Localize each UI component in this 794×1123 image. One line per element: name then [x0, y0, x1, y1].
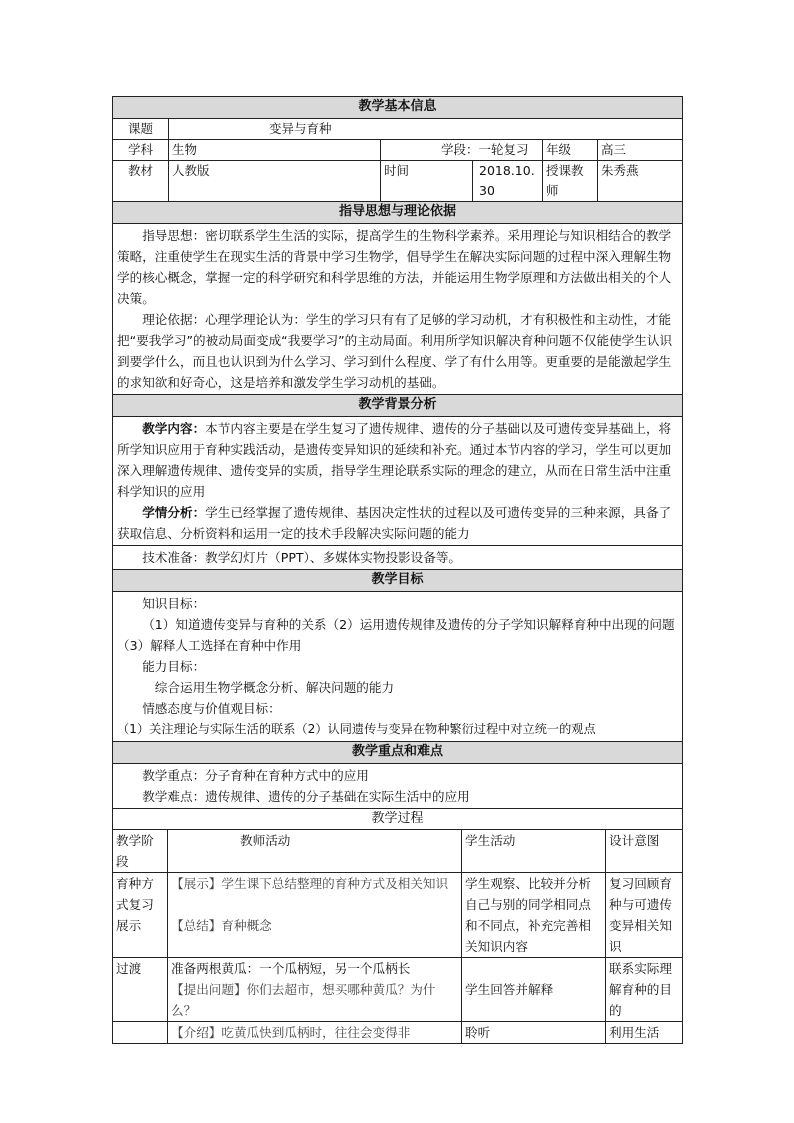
student-analysis-text: 学生已经掌握了遗传规律、基因决定性状的过程以及可遗传变异的三种来源，具备了获取信息、分析资料和运用一定的技术手段解决实际问题的能力 [117, 505, 672, 541]
col-student-header: 学生活动 [462, 830, 606, 873]
row1-stage: 育种方式复习展示 [113, 873, 168, 958]
textbook-value: 人教版 [169, 161, 381, 202]
row1-teacher-text1: 学生课下总结整理的育种方式及相关知识 [221, 876, 449, 891]
guiding-content [113, 224, 683, 395]
tech-label: 技术准备： [142, 550, 206, 565]
lesson-plan [112, 96, 682, 1044]
knowledge-label: 知识目标： [142, 596, 206, 611]
time-label: 时间 [381, 161, 473, 202]
row3-tag-intro: 【介绍】 [171, 1025, 222, 1040]
teacher-value: 朱秀燕 [598, 161, 683, 202]
ability-text: 综合运用生物学概念分析、解决问题的能力 [154, 680, 395, 695]
row3-teacher [168, 1022, 462, 1044]
goals-content [113, 592, 683, 742]
focus-label: 教学重点： [142, 768, 206, 783]
row1-tag-summary: 【总结】 [171, 918, 222, 933]
textbook-label: 教材 [113, 161, 169, 202]
row2-teacher-text2: 你们去超市，想买哪种黄瓜？为什么？ [171, 982, 436, 1018]
subject-value: 生物 [169, 140, 381, 161]
guiding-para1-text: 密切联系学生生活的实际，提高学生的生物科学素养。采用理论与知识相结合的教学策略，注重使学生在现实生活的背景中学习生物学，倡导学生在解决实际问题的过程中深入理解生物学的核心概念，掌握一定的科学研究和科学思维的方法，并能运用生物学原理和方法做出相关的个人决策。 [117, 228, 672, 306]
student-analysis-label: 学情分析： [142, 505, 206, 520]
grade-label: 年级 [543, 140, 598, 161]
topic-label: 课题 [113, 119, 169, 140]
keypoints-content [113, 764, 683, 809]
section-goals-title: 教学目标 [113, 570, 683, 592]
difficulty-text: 遗传规律、遗传的分子基础在实际生活中的应用 [205, 789, 470, 804]
process-table [112, 829, 683, 1044]
lesson-plan-table [112, 96, 683, 830]
row2-teacher-line1: 准备两根黄瓜：一个瓜柄短，另一个瓜柄长 [171, 961, 411, 976]
subject-label: 学科 [113, 140, 169, 161]
emotion-label: 情感态度与价值观目标： [142, 701, 281, 716]
background-content [113, 417, 683, 546]
row2-tag-question: 【提出问题】 [171, 982, 247, 997]
topic-value: 变异与育种 [169, 119, 683, 140]
section-background-title: 教学背景分析 [113, 395, 683, 417]
row1-intent: 复习回顾育种与可遗传变异相关知识 [606, 873, 683, 958]
row3-student: 聆听 [462, 1022, 606, 1044]
grade-value: 高三 [598, 140, 683, 161]
row2-student: 学生回答并解释 [462, 958, 606, 1022]
process-row [113, 1022, 683, 1044]
row1-teacher [168, 873, 462, 958]
content-label: 教学内容： [142, 421, 206, 436]
emotion-text: （1）关注理论与实际生活的联系（2）认同遗传与变异在物种繁衍过程中对立统一的观点 [117, 722, 596, 736]
guiding-para2-text: 心理学理论认为：学生的学习只有有了足够的学习动机，才有积极性和主动性，才能把“要我学习”的被动局面变成“我要学习”的主动局面。利用所学知识解决育种问题不仅能使学生认识到要学什么，而且也认识到为什么学习、学习到什么程度、学了有什么用等。更重要的是能激起学生的求知欲和好奇心，这是培养和激发学生学习动机的基础。 [117, 312, 673, 390]
stage-value: 学段：一轮复习 [381, 140, 543, 161]
difficulty-label: 教学难点： [142, 789, 206, 804]
process-row [113, 873, 683, 958]
row2-intent: 联系实际理解育种的目的 [606, 958, 683, 1022]
process-row [113, 958, 683, 1022]
time-value: 2018.10.30 [473, 161, 543, 202]
ability-label: 能力目标： [142, 659, 206, 674]
row2-teacher [168, 958, 462, 1022]
col-intent-header: 设计意图 [606, 830, 683, 873]
section-basic-info-title: 教学基本信息 [113, 97, 683, 119]
tech-prep [113, 546, 683, 570]
focus-text: 分子育种在育种方式中的应用 [205, 768, 369, 783]
section-keypoints-title: 教学重点和难点 [113, 742, 683, 764]
row2-stage: 过渡 [113, 958, 168, 1022]
tech-text: 教学幻灯片（PPT）、多媒体实物投影设备等。 [205, 550, 462, 565]
content-text: 本节内容主要是在学生复习了遗传规律、遗传的分子基础以及可遗传变异基础上，将所学知识应用于育种实践活动，是遗传变异知识的延续和补充。通过本节内容的学习，学生可以更加深入理解遗传规律、遗传变异的实质，指导学生理论联系实际的理念的建立，从而在日常生活中注重科学知识的应用 [117, 421, 672, 499]
row1-student: 学生观察、比较并分析自己与别的同学相同点和不同点，补充完善相关知识内容 [462, 873, 606, 958]
col-stage-header: 教学阶段 [113, 830, 168, 873]
row1-tag-show: 【展示】 [171, 876, 222, 891]
row3-teacher-text1: 吃黄瓜快到瓜柄时，往往会变得非 [221, 1025, 411, 1040]
guiding-para1-label: 指导思想： [142, 228, 206, 243]
guiding-para2-label: 理论依据： [142, 312, 206, 327]
col-teacher-header: 教师活动 [168, 830, 462, 873]
knowledge-text: （1）知道遗传变异与育种的关系（2）运用遗传规律及遗传的分子学知识解释育种中出现的问题（3）解释人工选择在育种中作用 [117, 617, 675, 653]
row3-intent: 利用生活 [606, 1022, 683, 1044]
row3-stage [113, 1022, 168, 1044]
section-process-title: 教学过程 [113, 809, 683, 830]
row1-teacher-text2: 育种概念 [221, 918, 272, 933]
teacher-label: 授课教师 [543, 161, 598, 202]
section-guiding-title: 指导思想与理论依据 [113, 202, 683, 224]
